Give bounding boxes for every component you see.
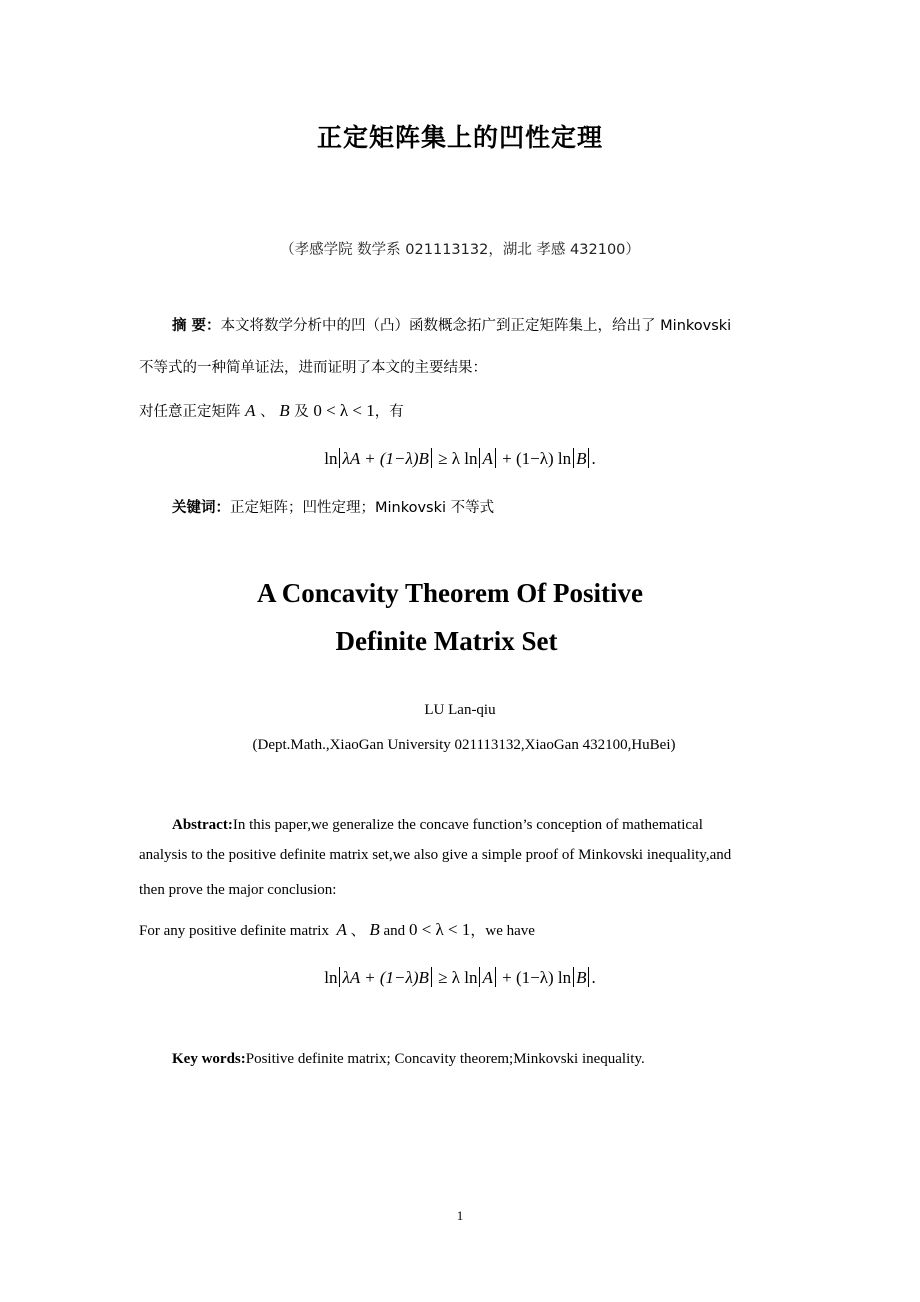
english-statement-and: and bbox=[383, 923, 406, 939]
formula2-mid: + (1−λ) ln bbox=[497, 968, 572, 987]
formula2-ln: ln bbox=[324, 968, 338, 987]
english-title-line2: Definite Matrix Set bbox=[335, 626, 558, 656]
formula-ln: ln bbox=[324, 449, 338, 468]
chinese-abstract-label: 摘 要： bbox=[172, 318, 221, 334]
formula-mid: + (1−λ) ln bbox=[497, 449, 572, 468]
chinese-statement-suffix: ，有 bbox=[374, 404, 404, 420]
formula-geq: ≥ λ ln bbox=[433, 449, 478, 468]
english-statement-sep: 、 bbox=[350, 921, 366, 939]
formula-b: B bbox=[576, 449, 587, 468]
chinese-keywords-text: 正定矩阵；凹性定理；Minkovski 不等式 bbox=[230, 500, 495, 516]
page-number: 1 bbox=[456, 1208, 464, 1223]
english-abstract-line3: then prove the major conclusion: bbox=[139, 882, 337, 898]
chinese-statement-prefix: 对任意正定矩阵 bbox=[139, 404, 241, 420]
english-statement-b: B bbox=[369, 920, 380, 939]
chinese-title: 正定矩阵集上的凹性定理 bbox=[316, 123, 603, 152]
chinese-statement-and: 及 bbox=[294, 404, 309, 420]
chinese-statement-condition: 0 < λ < 1 bbox=[313, 401, 375, 420]
english-statement-condition: 0 < λ < 1 bbox=[408, 920, 471, 939]
formula-lhs: λA + (1−λ)B bbox=[342, 449, 429, 468]
english-statement-a: A bbox=[336, 920, 347, 939]
english-statement-suffix: ，we have bbox=[470, 923, 535, 939]
english-formula bbox=[0, 967, 920, 988]
english-affiliation: (Dept.Math.,XiaoGan University 021113132,XiaoGan 432100,HuBei) bbox=[252, 737, 676, 753]
formula-a: A bbox=[482, 449, 493, 468]
chinese-keywords-label: 关键词： bbox=[172, 500, 230, 516]
chinese-statement bbox=[139, 401, 404, 422]
chinese-keywords bbox=[172, 498, 494, 518]
chinese-abstract-line1 bbox=[172, 316, 792, 336]
formula-end: . bbox=[591, 449, 596, 468]
english-abstract bbox=[139, 807, 781, 843]
formula2-a: A bbox=[482, 968, 493, 987]
chinese-formula bbox=[0, 448, 920, 469]
chinese-statement-a: A bbox=[245, 401, 256, 420]
author: LU Lan-qiu bbox=[424, 702, 496, 718]
english-keywords bbox=[172, 1049, 645, 1069]
formula2-geq: ≥ λ ln bbox=[433, 968, 478, 987]
formula2-b: B bbox=[576, 968, 587, 987]
chinese-affiliation: （孝感学院 数学系 021113132，湖北 孝感 432100） bbox=[280, 242, 640, 258]
english-keywords-text: Positive definite matrix; Concavity theorem;Minkovski inequality. bbox=[245, 1051, 645, 1067]
formula2-end: . bbox=[591, 968, 596, 987]
english-keywords-label: Key words: bbox=[172, 1051, 246, 1067]
english-abstract-line2: analysis to the positive definite matrix set,we also give a simple proof of Minkovski inequality,and bbox=[139, 847, 732, 863]
english-abstract-line1: In this paper,we generalize the concave function’s conception of mathematical bbox=[232, 817, 703, 833]
english-abstract-label: Abstract: bbox=[172, 817, 233, 833]
chinese-statement-b: B bbox=[279, 401, 290, 420]
chinese-statement-sep: 、 bbox=[260, 404, 275, 420]
english-statement bbox=[139, 920, 535, 941]
english-title-line1: A Concavity Theorem Of Positive bbox=[257, 578, 643, 608]
chinese-abstract-line2: 不等式的一种简单证法，进而证明了本文的主要结果： bbox=[139, 360, 487, 376]
chinese-abstract-text1: 本文将数学分析中的凹（凸）函数概念拓广到正定矩阵集上，给出了 Minkovski bbox=[220, 318, 732, 334]
english-statement-prefix: For any positive definite matrix bbox=[139, 923, 329, 939]
formula2-lhs: λA + (1−λ)B bbox=[342, 968, 429, 987]
